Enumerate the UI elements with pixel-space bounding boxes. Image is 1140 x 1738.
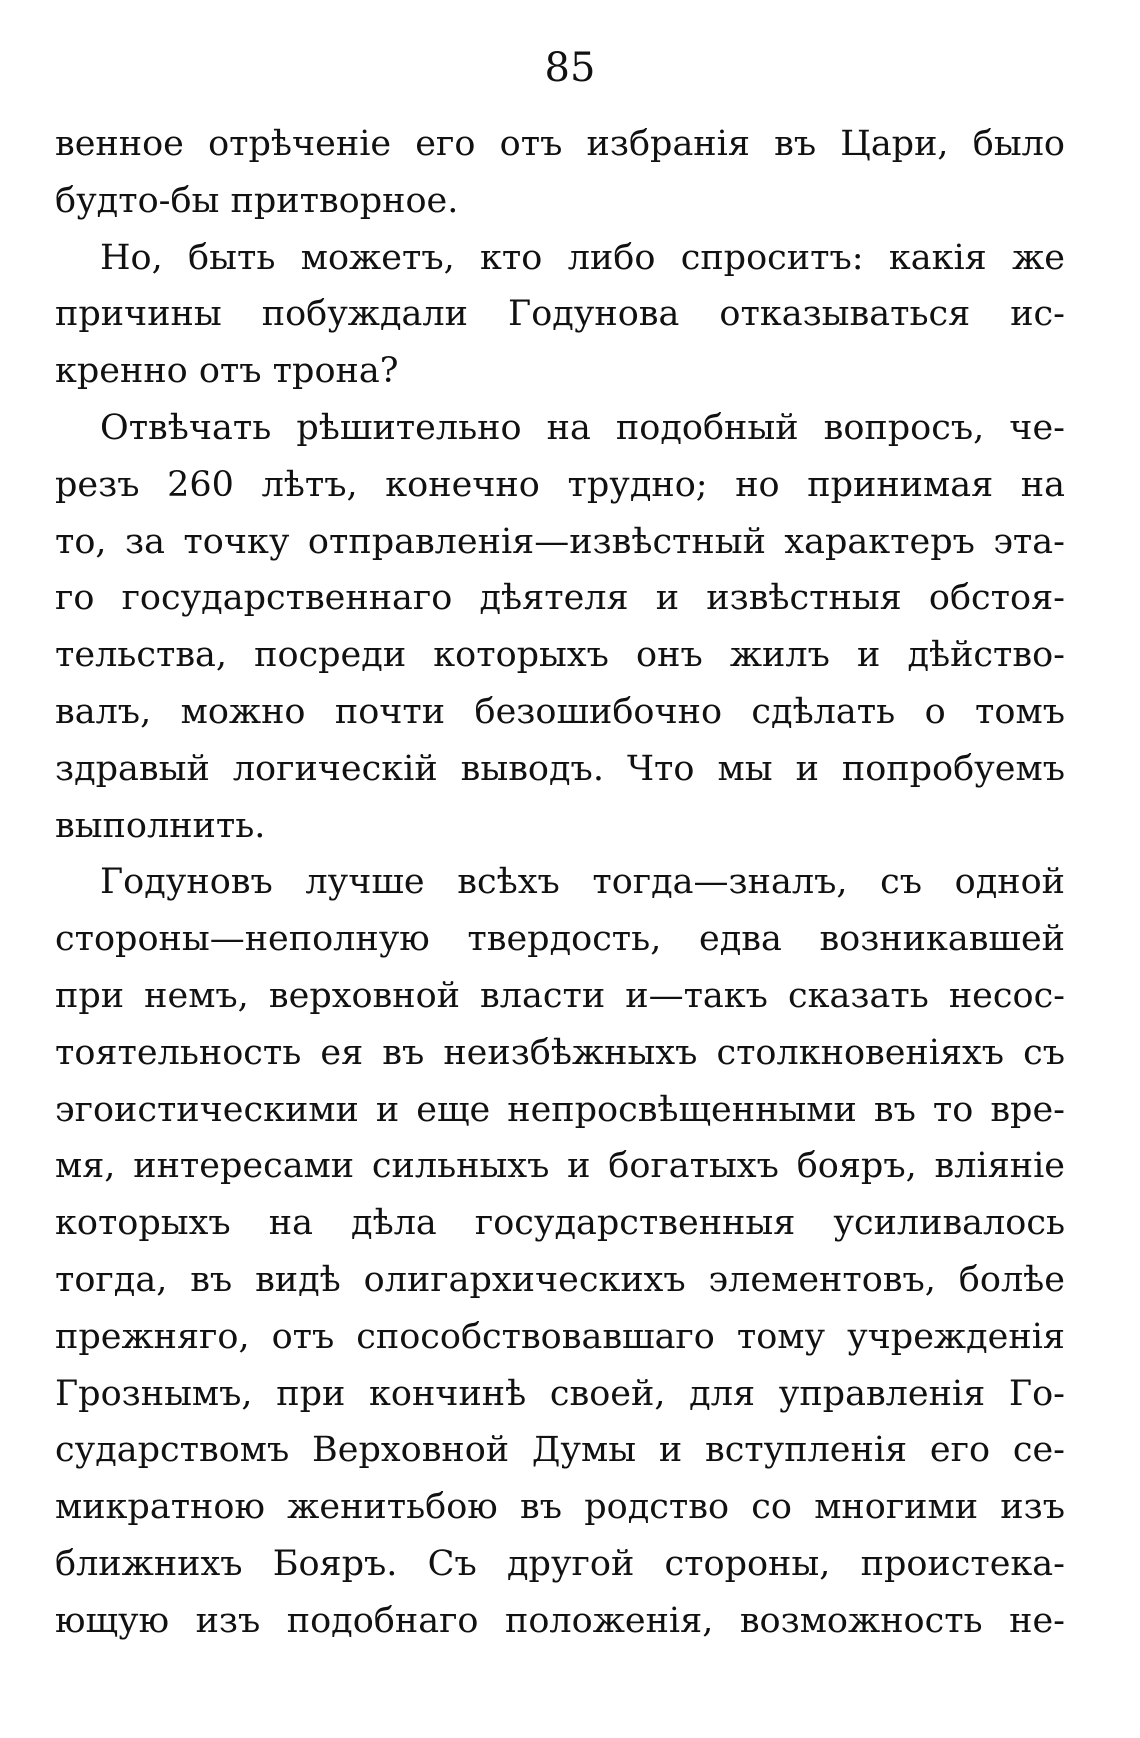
text-line: будто-бы притворное.	[55, 180, 459, 221]
text-line: ющую изъ подобнаго положенія, возможность не-	[55, 1600, 1065, 1641]
text-line: резъ 260 лѣтъ, конечно трудно; но принимая на	[55, 464, 1065, 505]
text-line: причины побуждали Годунова отказываться ис-	[55, 294, 1065, 335]
text-line: ближнихъ Бояръ. Съ другой стороны, проистека-	[55, 1543, 1065, 1584]
text-line: тоятельность ея въ неизбѣжныхъ столкновеніяхъ съ	[55, 1032, 1065, 1073]
text-line: Годуновъ лучше всѣхъ тогда—зналъ, съ одной	[100, 862, 1065, 903]
text-line: выполнить.	[55, 805, 266, 846]
page-number: 85	[544, 45, 596, 91]
text-line: эгоистическими и еще непросвѣщенными въ то вре-	[55, 1089, 1065, 1130]
text-line: го государственнаго дѣятеля и извѣстныя обстоя-	[55, 578, 1065, 619]
text-line: тогда, въ видѣ олигархическихъ элементовъ, болѣе	[55, 1259, 1065, 1300]
text-line: Отвѣчать рѣшительно на подобный вопросъ, че-	[100, 407, 1065, 448]
text-line: кренно отъ трона?	[55, 351, 399, 392]
text-line: при немъ, верховной власти и—такъ сказать несос-	[55, 975, 1065, 1016]
text-line: которыхъ на дѣла государственныя усиливалось	[55, 1203, 1065, 1244]
text-line: здравый логическій выводъ. Что мы и попробуемъ	[55, 748, 1065, 789]
text-line: стороны—неполную твердость, едва возникавшей	[55, 919, 1065, 960]
text-line: тельства, посреди которыхъ онъ жилъ и дѣйство-	[55, 635, 1065, 676]
text-line: сударствомъ Верховной Думы и вступленія его се-	[55, 1430, 1065, 1471]
body-text	[55, 116, 1065, 1650]
text-line: Грознымъ, при кончинѣ своей, для управленія Го-	[55, 1373, 1065, 1414]
text-line: венное отрѣченіе его отъ избранія въ Цари, было	[55, 124, 1065, 164]
text-line: Но, быть можетъ, кто либо спроситъ: какія же	[100, 237, 1065, 278]
text-line: микратною женитьбою въ родство со многими изъ	[55, 1487, 1065, 1528]
text-line: прежняго, отъ способствовавшаго тому учрежденія	[55, 1316, 1065, 1357]
text-line: валъ, можно почти безошибочно сдѣлать о томъ	[55, 691, 1065, 732]
text-line: то, за точку отправленія—извѣстный характеръ эта-	[55, 521, 1065, 562]
text-line: мя, интересами сильныхъ и богатыхъ бояръ, вліяніе	[55, 1146, 1065, 1187]
